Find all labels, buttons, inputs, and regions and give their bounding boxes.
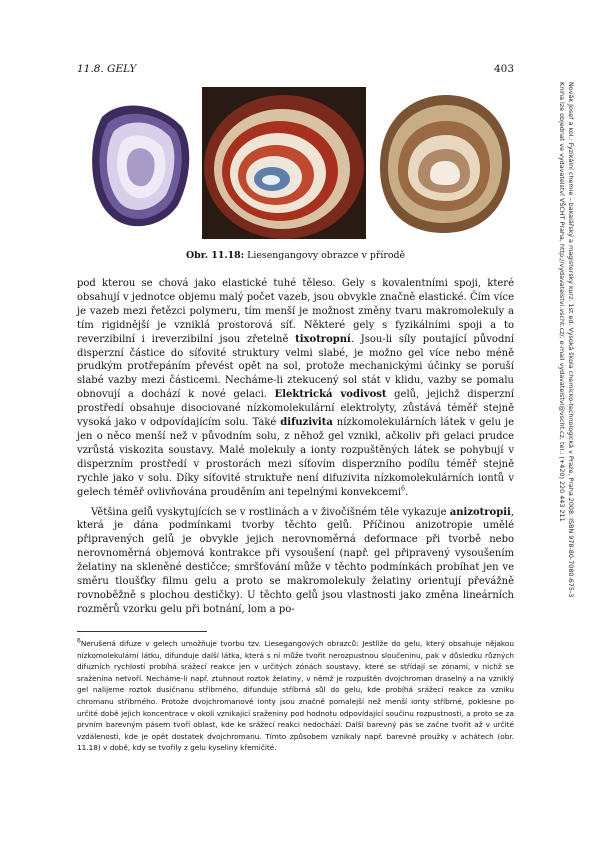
agate-photo-right — [374, 87, 514, 239]
running-head — [77, 63, 514, 75]
footnote-text: Nerušená difuze v gelech umožňuje tvorbu tzv. Liesegangových obrazců: Jestliže do gelu, který obsahuje nějakou nízkomolekulární látku, difunduje další látka, která s ní může tvořit nerozpustnou sloučeninu, pak v důsledku různých difuzních rychlostí probíhá srážecí reakce jen v určitých zónách soustavy, které se střídají se zónami, v nichž se sraženina netvoří. Necháme-li např. ztuhnout roztok želatiny, v němž je rozpuštěn dvojchroman draselný a na vzniklý gel nalijeme roztok dusičnanu stříbrného, difunduje stříbrná sůl do gelu, kde probíhá srážecí reakce za vzniku chromanu stříbrného. Protože dvojchromanové ionty jsou značně pomalejší než menší ionty stříbrné, poklesne po určité době jejich koncentrace v okolí vznikající sraženiny pod hodnotu odpovídající součinu rozpustnosti, a proto se za prvním barevným pásem tvoří oblast, kde ke srážecí reakci nedochází. Další barevný pás se začne tvořit až v určité vzdálenosti, kde je opět dostatek dvojchromanu. Tímto způsobem vznikaly např. barevné proužky v achátech (obr. 11.18) v době, kdy se tvořily z gelu kyseliny křemičité. — [77, 639, 514, 753]
text-run: pod kterou se chová jako elastické tuhé těleso. Gely s kovalentními spoji, které obsahují v jednotce objemu malý počet vazeb, jsou obvykle značně elastické. Čím více je vazeb mezi řetězci polymeru, tím menší je možnost změny tvaru makromolekuly a tím rigidnější je vzniklá prostorová síť. Některé gely s fyzikálními spoji a to reverzibilní i ireverzibilní jsou zřetelně — [77, 278, 514, 345]
figure-caption-text: Liesengangovy obrazce v přírodě — [247, 250, 406, 261]
agate-photo-middle — [202, 87, 366, 239]
term-anizotropie: anizotropii — [449, 506, 511, 518]
text-run: , která je dána podmínkami tvorby těchto gelů. Příčinou anizotropie umělé připravených gelů je obvykle jejich nerovnoměrná deformace při tvorbě nebo nerovnoměrná objemová kontrakce při vysoušení (např. gel připravený vysoušením želatiny na skleněné destičce; smršťování může v těchto podmínkách probíhat jen ve směru tloušťky filmu gelu a proto se makromolekuly želatiny orientují převážně rovnoběžně s plochou destičky). U těchto gelů jsou vlastnosti jako změna lineárních rozměrů vzorku gelu při botnání, lom a po- — [77, 506, 514, 615]
footnote-ref[interactable]: 6 — [401, 485, 405, 493]
term-elektricka-vodivost: Elektrická vodivost — [274, 389, 387, 401]
paragraph-1 — [77, 277, 514, 500]
publisher-note-line-1: Novák Josef a kol.: Fyzikální chemie – bakalářský a magisterský kurz. 1st ed. Vysoká škola chemicko-technologická v Praze, Praha 2008. ISBN 978-80-7080-675-3 — [567, 82, 575, 598]
publisher-note-line-2: Kniha lze objednat ve vydavatelství VŠCHT Praha, http://vydavatelstvi.vscht.cz/, e-mail vydavatelstvi@vscht.cz, tel.: (+420) 220 443 211 — [558, 82, 567, 522]
footnote-mark: 6 — [77, 637, 81, 645]
paragraph-2 — [77, 506, 514, 617]
agate-figure — [82, 87, 514, 239]
agate-photo-left — [82, 87, 198, 239]
text-run: . — [404, 486, 409, 498]
footnote — [77, 631, 514, 754]
term-tixotropni: tixotropní — [295, 333, 351, 345]
figure-caption-label: Obr. 11.18: — [185, 250, 245, 261]
publisher-note — [558, 82, 575, 597]
term-difuzivita: difuzivita — [280, 417, 333, 429]
text-run: nízkomolekulárních látek v gelu je jen o něco menší než v původním solu, z něhož gel vznikl, ačkoliv při gelaci prudce vzrůstá viskozita soustavy. Malé molekuly a ionty rozpuštěných látek se pohybují v disperzním prostředí v prostorách mezi síťovím disperzního podílu téměř stejně rychle jako v solu. Díky síťovité struktuře není difuzivita nízkomolekulárních iontů v gelech téměř ovlivňována prouděním ani tepelnými konvekcemi — [77, 417, 514, 498]
page-number: 403 — [493, 63, 514, 75]
section-title: 11.8. GELY — [77, 63, 137, 75]
text-run: gelů, jejichž disperzní prostředí obsahuje disociované nízkomolekulární elektrolyty, zůstává téměř stejně vysoká jako v odpovídajícím solu. Také — [77, 389, 514, 429]
text-run: Většina gelů vyskytujících se v rostlinách a v živočišném těle vykazuje — [91, 506, 450, 518]
figure-caption — [77, 250, 514, 261]
body-text — [77, 277, 514, 617]
text-run: . Jsou-li síly poutající původní disperzní částice do síťovité struktury velmi slabé, je možno gel více nebo méně prudkým protřepáním převést opět na sol, protože mechanickými účinky se poruší slabé vazby mezi částicemi. Necháme-li ztekucený sol stát v klidu, vazby se pomalu obnovují a dochází k nové gelaci. — [77, 333, 514, 401]
footnote-rule — [77, 631, 207, 632]
